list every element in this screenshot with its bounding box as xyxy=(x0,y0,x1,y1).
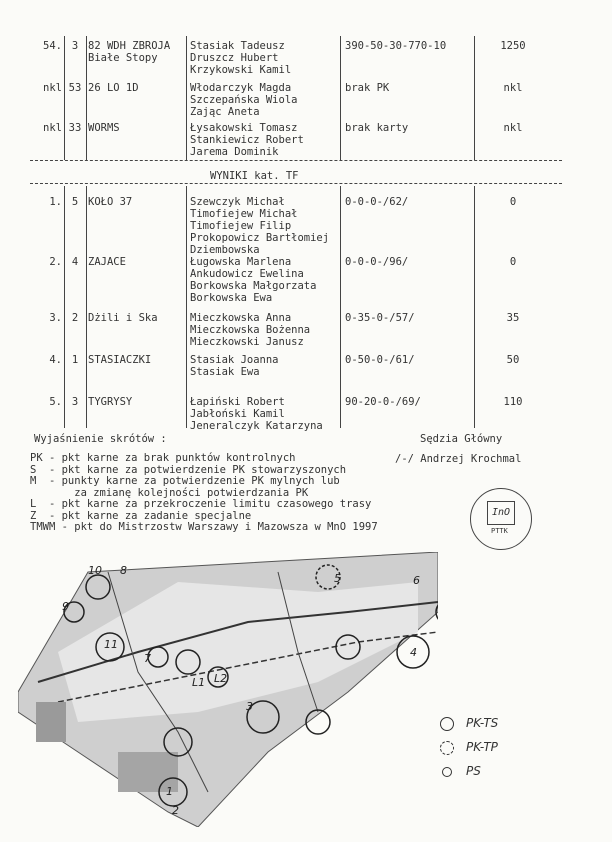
map-label: 3 xyxy=(246,700,253,713)
members-cell: Łapiński Robert Jabłoński Kamil Jeneralczyk Katarzyna xyxy=(190,396,323,432)
number-cell: 3 xyxy=(71,40,79,52)
abbreviation-item: TMWM - pkt do Mistrzostw Warszawy i Mazowsza w MnO 1997 xyxy=(30,521,378,533)
column-rule xyxy=(86,36,87,160)
place-cell: nkl xyxy=(43,82,62,94)
map-legend-ps: PS xyxy=(440,764,481,778)
place-cell: 4. xyxy=(49,354,62,366)
place-cell: nkl xyxy=(43,122,62,134)
number-cell: 33 xyxy=(68,122,82,134)
map-label: L2 xyxy=(214,672,228,685)
team-cell: WORMS xyxy=(88,122,120,134)
judge-title: Sędzia Główny xyxy=(420,433,503,445)
result-cell: 0-0-0-/96/ xyxy=(345,256,409,268)
column-rule xyxy=(340,186,341,428)
points-cell: 0 xyxy=(509,256,517,268)
section-divider-bottom xyxy=(30,183,562,184)
column-rule xyxy=(474,36,475,160)
place-cell: 3. xyxy=(49,312,62,324)
place-cell: 5. xyxy=(49,396,62,408)
points-cell: 1250 xyxy=(500,40,526,52)
map-label: 9 xyxy=(62,600,69,613)
team-cell: 26 LO 1D xyxy=(88,82,139,94)
members-cell: Włodarczyk Magda Szczepańska Wiola Zając Aneta xyxy=(190,82,298,118)
members-cell: Łysakowski Tomasz Stankiewicz Robert Jarema Dominik xyxy=(190,122,304,158)
legend-title: Wyjaśnienie skrótów : xyxy=(34,433,167,445)
abbreviation-item: L - pkt karne za przekroczenie limitu czasowego trasy xyxy=(30,498,372,510)
section-title: WYNIKI kat. TF xyxy=(210,170,299,182)
column-rule xyxy=(474,186,475,428)
number-cell: 53 xyxy=(68,82,82,94)
number-cell: 3 xyxy=(71,396,79,408)
team-cell: KOŁO 37 xyxy=(88,196,133,208)
number-cell: 1 xyxy=(71,354,79,366)
members-cell: Stasiak Tadeusz Druszcz Hubert Krzykowski Kamil xyxy=(190,40,292,76)
abbreviation-item: za zmianę kolejności potwierdzania PK xyxy=(30,486,309,499)
judge-name: /-/ Andrzej Krochmal xyxy=(395,453,522,465)
members-cell: Ługowska Marlena Ankudowicz Ewelina Borkowska Małgorzata Borkowska Ewa xyxy=(190,256,317,304)
column-rule xyxy=(64,186,65,428)
route-map xyxy=(18,552,438,827)
place-cell: 1. xyxy=(49,196,62,208)
number-cell: 2 xyxy=(71,312,79,324)
team-cell: TYGRYSY xyxy=(88,396,133,408)
abbreviation-item: M - punkty karne za potwierdzenie PK mylnych lub xyxy=(30,475,340,487)
abbreviation-item: S - pkt karne za potwierdzenie PK stowarzyszonych xyxy=(30,463,347,476)
map-label: L1 xyxy=(192,676,206,689)
points-cell: nkl xyxy=(503,82,523,94)
members-cell: Stasiak Joanna Stasiak Ewa xyxy=(190,354,279,378)
result-cell: 90-20-0-/69/ xyxy=(345,396,421,408)
team-cell: 82 WDH ZBROJA Białe Stopy xyxy=(88,40,171,64)
organization-stamp xyxy=(470,488,532,550)
column-rule xyxy=(186,186,187,428)
points-cell: nkl xyxy=(503,122,523,134)
map-label: 10 xyxy=(88,564,102,577)
small-circle-icon xyxy=(442,767,452,777)
section-divider-top xyxy=(30,160,562,161)
abbreviation-item: Z - pkt karne za zadanie specjalne xyxy=(30,509,252,522)
column-rule xyxy=(186,36,187,160)
map-label: 4 xyxy=(410,646,417,659)
column-rule xyxy=(86,186,87,428)
abbreviation-item: PK - pkt karne za brak punktów kontrolnych xyxy=(30,452,296,464)
dashed-circle-icon xyxy=(440,741,454,755)
map-label: 8 xyxy=(120,564,127,577)
result-cell: 390-50-30-770-10 xyxy=(345,40,447,52)
map-legend-pktp: PK-TP xyxy=(440,740,498,755)
team-cell: STASIACZKI xyxy=(88,354,152,366)
stamp-org: PTTK xyxy=(491,527,508,535)
map-label: 5 xyxy=(334,572,341,585)
map-legend-pkts: PK-TS xyxy=(440,716,498,731)
column-rule xyxy=(64,36,65,160)
map-label: 6 xyxy=(413,574,420,587)
result-cell: 0-35-0-/57/ xyxy=(345,312,415,324)
map-label: 7 xyxy=(144,652,151,665)
map-label: 1 xyxy=(166,785,173,798)
points-cell: 0 xyxy=(509,196,517,208)
place-cell: 2. xyxy=(49,256,62,268)
column-rule xyxy=(340,36,341,160)
points-cell: 50 xyxy=(506,354,520,366)
number-cell: 4 xyxy=(71,256,79,268)
result-cell: brak karty xyxy=(345,122,409,134)
map-label: 2 xyxy=(172,804,179,817)
solid-circle-icon xyxy=(440,717,454,731)
result-cell: 0-50-0-/61/ xyxy=(345,354,415,366)
members-cell: Szewczyk Michał Timofiejew Michał Timofiejew Filip Prokopowicz Bartłomiej Dziembowska xyxy=(190,196,330,256)
result-cell: 0-0-0-/62/ xyxy=(345,196,409,208)
points-cell: 110 xyxy=(503,396,523,408)
points-cell: 35 xyxy=(506,312,520,324)
stamp-logo: InO xyxy=(487,501,515,525)
number-cell: 5 xyxy=(71,196,79,208)
place-cell: 54. xyxy=(43,40,62,52)
team-cell: Dżili i Ska xyxy=(88,312,158,324)
members-cell: Mieczkowska Anna Mieczkowska Bożenna Mieczkowski Janusz xyxy=(190,312,311,348)
team-cell: ZAJACE xyxy=(88,256,126,268)
result-cell: brak PK xyxy=(345,82,390,94)
map-label: 11 xyxy=(104,638,118,651)
